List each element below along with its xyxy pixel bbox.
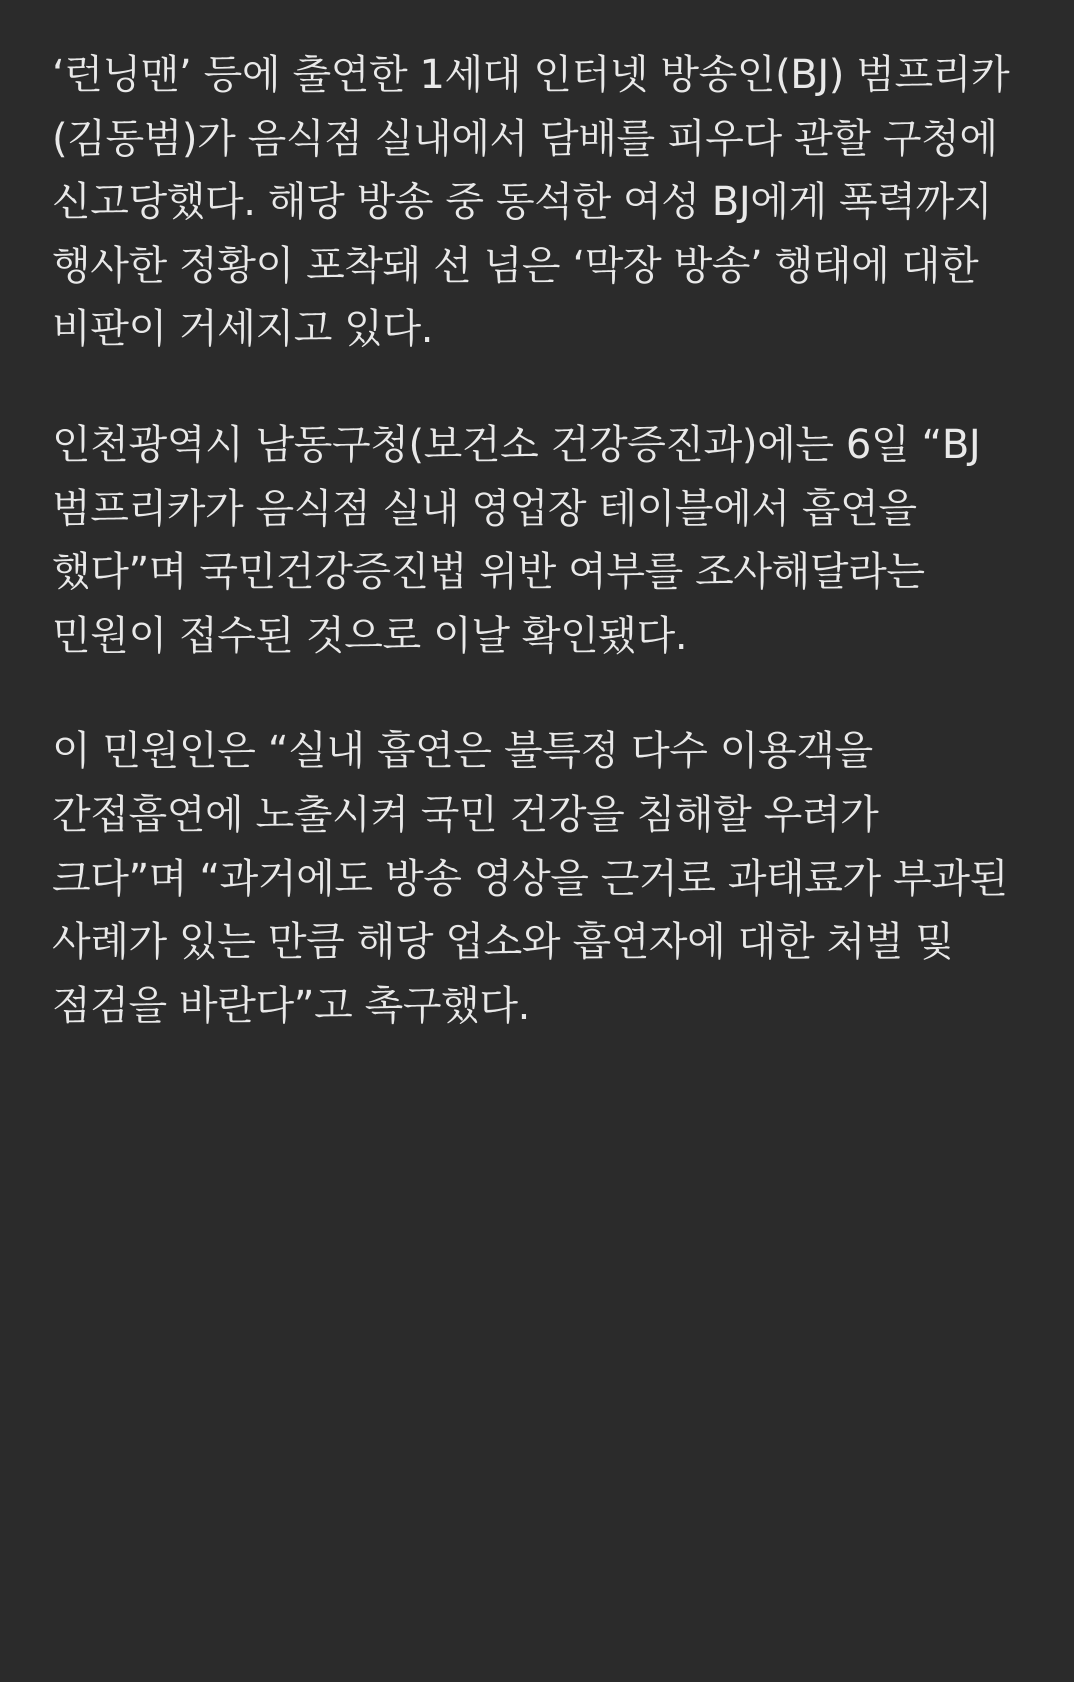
article-paragraph: 이 민원인은 “실내 흡연은 불특정 다수 이용객을 간접흡연에 노출시켜 국민 건강을 침해할 우려가 크다”며 “과거에도 방송 영상을 근거로 과태료가 부과된 사례가 있는 만큼 해당 업소와 흡연자에 대한 처벌 및 점검을 바란다”고 촉구했다.	[52, 728, 1008, 1029]
article-paragraph: 인천광역시 남동구청(보건소 건강증진과)에는 6일 “BJ 범프리카가 음식점 실내 영업장 테이블에서 흡연을 했다”며 국민건강증진법 위반 여부를 조사해달라는 민원이 접수된 것으로 이날 확인됐다.	[52, 421, 981, 659]
article-paragraph: ‘런닝맨’ 등에 출연한 1세대 인터넷 방송인(BJ) 범프리카(김동범)가 음식점 실내에서 담배를 피우다 관할 구청에 신고당했다. 해당 방송 중 동석한 여성 BJ에게 폭력까지 행사한 정황이 포착돼 선 넘은 ‘막장 방송’ 행태에 대한 비판이 거세지고 있다.	[52, 52, 1010, 353]
